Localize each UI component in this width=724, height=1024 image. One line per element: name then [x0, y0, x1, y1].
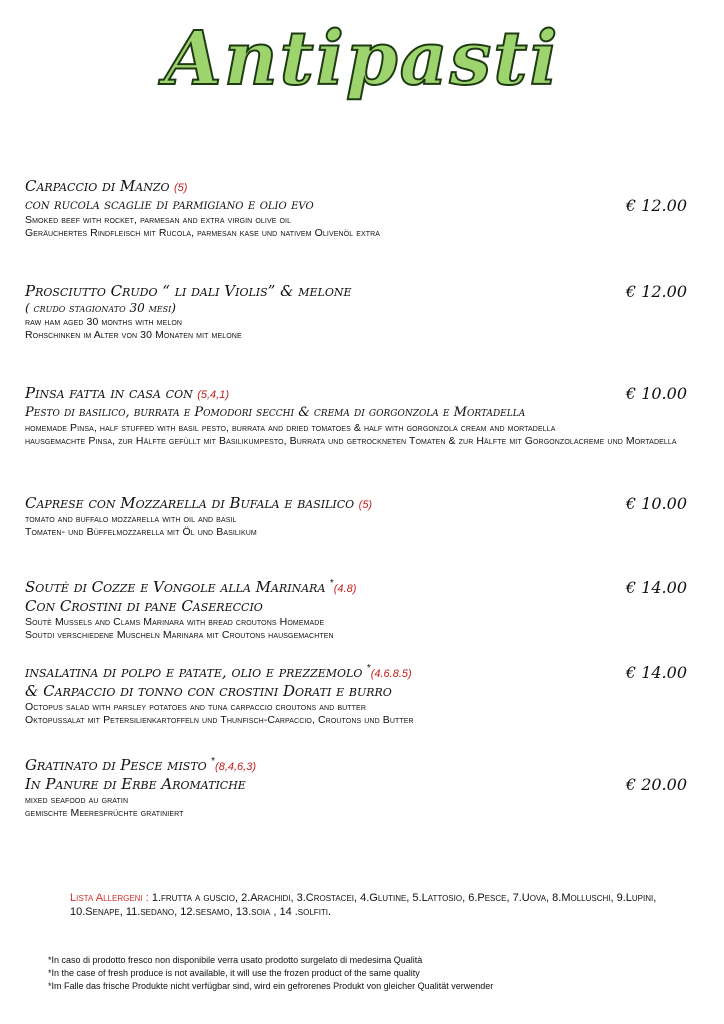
- item-desc-de: Rohschinken im Alter von 30 Monaten mit melone: [25, 329, 242, 341]
- item-price: € 10.00: [625, 384, 687, 403]
- item-allergens: (5,4,1): [197, 389, 229, 401]
- item-subtitle: In Panure di Erbe Aromatiche: [25, 775, 246, 793]
- menu-item-pinsa: [25, 384, 705, 448]
- footnote-en: *In the case of fresh produce is not available, it will use the frozen product of the same quality: [48, 968, 420, 978]
- item-price: € 10.00: [625, 494, 687, 513]
- item-desc-en: tomato and buffalo mozzarella with oil and basil: [25, 513, 237, 525]
- item-desc-en: Smoked beef with rocket, parmesan and extra virgin olive oil: [25, 214, 292, 226]
- item-price: € 20.00: [625, 775, 687, 794]
- item-name: insalatina di polpo e patate, olio e prezzemolo: [25, 663, 363, 681]
- menu-item-carpaccio: [25, 177, 705, 240]
- footnotes: [48, 954, 708, 993]
- item-allergens: (8,4,6,3): [215, 761, 257, 773]
- item-desc-en: mixed seafood au gratin: [25, 794, 129, 806]
- item-subtitle: Pesto di basilico, burrata e Pomodori secchi & crema di gorgonzola e Mortadella: [25, 405, 526, 420]
- item-subtitle: ( crudo stagionato 30 mesi): [25, 301, 176, 315]
- item-price: € 12.00: [625, 282, 687, 301]
- item-allergens: (5): [358, 499, 373, 511]
- allergen-list-label: Lista Allergeni :: [70, 892, 149, 904]
- item-subtitle: Con Crostini di pane Casereccio: [25, 597, 263, 615]
- menu-item-caprese: [25, 494, 705, 539]
- menu-item-insalatina: [25, 663, 705, 727]
- item-desc-de: Tomaten- und Büffelmozzarella mit Öl und Basilikum: [25, 526, 257, 538]
- item-name: Gratinato di Pesce misto: [25, 756, 207, 774]
- menu-item-soute: [25, 578, 705, 642]
- item-name: Pinsa fatta in casa con: [25, 384, 193, 402]
- item-allergens: (5): [173, 182, 188, 194]
- page-title: Antipasti: [164, 16, 560, 102]
- item-desc-de: Oktopussalat mit Petersilienkartoffeln und Thunfisch-Carpaccio, Croutons und Butter: [25, 714, 414, 726]
- frozen-star: *: [211, 756, 216, 767]
- item-price: € 14.00: [625, 578, 687, 597]
- item-desc-de: Soutdi verschiedene Muscheln Marinara mit Croutons hausgemachten: [25, 629, 334, 641]
- frozen-star: *: [366, 663, 371, 674]
- item-name: Prosciutto Crudo “ li dali Violis” & melone: [25, 282, 352, 300]
- item-desc-de: gemischte Meeresfrüchte gratiniert: [25, 807, 184, 819]
- item-desc-de: hausgemachte Pinsa, zur Hälfte gefüllt mit Basilikumpesto, Burrata und getrockneten Tomaten & zur Hälfte mit Gorgonzolacreme und Mortadella: [25, 435, 677, 447]
- item-allergens: (4.8): [333, 583, 357, 595]
- footnote-de: *Im Falle das frische Produkte nicht verfügbar sind, wird ein gefrorenes Produkt von gleicher Qualität verwender: [48, 981, 494, 991]
- item-desc-en: raw ham aged 30 months with melon: [25, 316, 183, 328]
- item-desc-en: Soutè Mussels and Clams Marinara with bread croutons Homemade: [25, 616, 325, 628]
- item-desc-de: Geräuchertes Rindfleisch mit Rucola, parmesan kase und nativem Olivenöl extra: [25, 227, 381, 239]
- item-name: Carpaccio di Manzo: [25, 177, 170, 195]
- item-subtitle: con rucola scaglie di parmigiano e olio evo: [25, 197, 314, 213]
- frozen-star: *: [329, 578, 334, 589]
- menu-item-prosciutto: [25, 282, 705, 342]
- item-subtitle: & Carpaccio di tonno con crostini Dorati e burro: [25, 682, 392, 700]
- menu-item-gratinato: [25, 756, 705, 820]
- allergen-list: [70, 891, 670, 919]
- footnote-it: *In caso di prodotto fresco non disponibile verra usato prodotto surgelato di medesima Qualità: [48, 955, 423, 965]
- item-price: € 12.00: [625, 196, 687, 215]
- item-allergens: (4.6.8.5): [370, 668, 412, 680]
- item-name: Soutè di Cozze e Vongole alla Marinara: [25, 578, 326, 596]
- item-desc-en: Octopus salad with parsley potatoes and tuna carpaccio croutons and butter: [25, 701, 366, 713]
- item-name: Caprese con Mozzarella di Bufala e basilico: [25, 494, 355, 512]
- item-desc-en: homemade Pinsa, half stuffed with basil pesto, burrata and dried tomatoes & half with gorgonzola cream and mortadella: [25, 422, 556, 434]
- allergen-list-text: 1.frutta a guscio, 2.Arachidi, 3.Crostacei, 4.Glutine, 5.Lattosio, 6.Pesce, 7.Uova, 8.Molluschi, 9.Lupini, 10.Senape, 11.sedano, 12.sesamo, 13.soia , 14 .solfiti.: [70, 892, 657, 918]
- item-price: € 14.00: [625, 663, 687, 682]
